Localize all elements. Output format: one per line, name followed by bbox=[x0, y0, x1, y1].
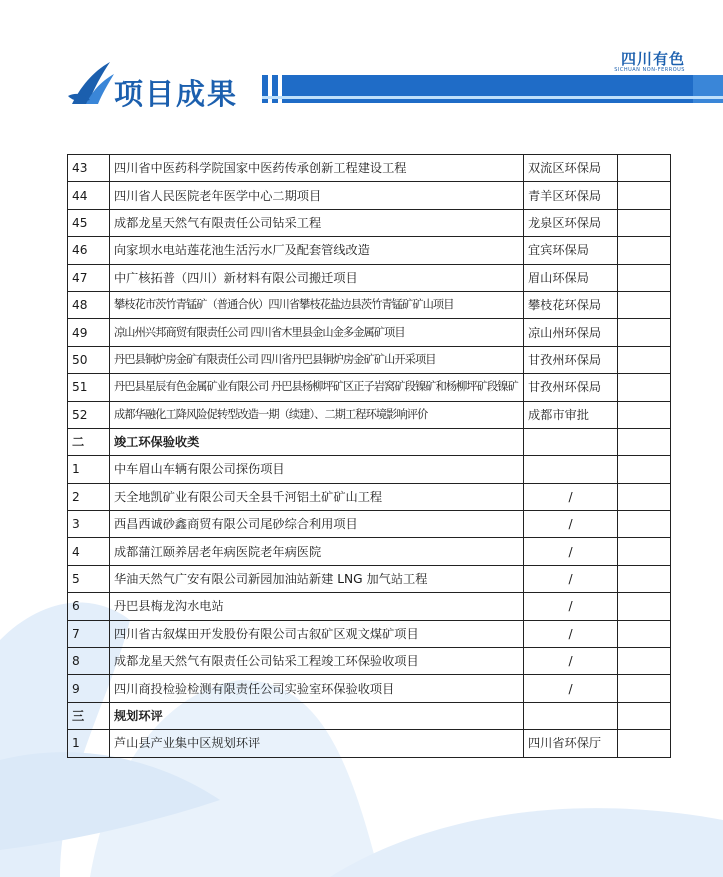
logo-icon bbox=[66, 58, 118, 110]
table-row bbox=[68, 182, 671, 209]
project-name: 竣工环保验收类 bbox=[110, 428, 524, 455]
page-title: 项目成果 bbox=[114, 77, 239, 111]
approval-department: / bbox=[524, 483, 618, 510]
section-row bbox=[68, 702, 671, 729]
row-number: 6 bbox=[68, 593, 110, 620]
extra-cell bbox=[618, 319, 671, 346]
approval-department: 攀枝花环保局 bbox=[524, 291, 618, 318]
approval-department: 成都市审批 bbox=[524, 401, 618, 428]
table-row bbox=[68, 620, 671, 647]
approval-department: 青羊区环保局 bbox=[524, 182, 618, 209]
approval-department: 眉山环保局 bbox=[524, 264, 618, 291]
row-number: 二 bbox=[68, 428, 110, 455]
row-number: 1 bbox=[68, 730, 110, 757]
project-name: 规划环评 bbox=[110, 702, 524, 729]
extra-cell bbox=[618, 730, 671, 757]
project-name: 华油天然气广安有限公司新园加油站新建 LNG 加气站工程 bbox=[110, 565, 524, 592]
approval-department bbox=[524, 456, 618, 483]
project-name: 天全地凯矿业有限公司天全县千河铝土矿矿山工程 bbox=[110, 483, 524, 510]
approval-department: 龙泉区环保局 bbox=[524, 209, 618, 236]
approval-department: 双流区环保局 bbox=[524, 155, 618, 182]
extra-cell bbox=[618, 648, 671, 675]
table-row bbox=[68, 346, 671, 373]
table-row bbox=[68, 565, 671, 592]
project-name: 向家坝水电站莲花池生活污水厂及配套管线改造 bbox=[110, 237, 524, 264]
extra-cell bbox=[618, 456, 671, 483]
approval-department bbox=[524, 428, 618, 455]
row-number: 48 bbox=[68, 291, 110, 318]
table-row bbox=[68, 319, 671, 346]
header-bar bbox=[262, 75, 723, 103]
extra-cell bbox=[618, 511, 671, 538]
table-row bbox=[68, 209, 671, 236]
table-row bbox=[68, 675, 671, 702]
row-number: 4 bbox=[68, 538, 110, 565]
approval-department: / bbox=[524, 620, 618, 647]
extra-cell bbox=[618, 565, 671, 592]
extra-cell bbox=[618, 675, 671, 702]
row-number: 2 bbox=[68, 483, 110, 510]
table-row bbox=[68, 374, 671, 401]
project-name: 丹巴县梅龙沟水电站 bbox=[110, 593, 524, 620]
extra-cell bbox=[618, 155, 671, 182]
table-row bbox=[68, 511, 671, 538]
table-row bbox=[68, 155, 671, 182]
table-row bbox=[68, 730, 671, 757]
table-row bbox=[68, 237, 671, 264]
extra-cell bbox=[618, 182, 671, 209]
table-row bbox=[68, 401, 671, 428]
extra-cell bbox=[618, 374, 671, 401]
project-name: 成都龙星天然气有限责任公司钻采工程竣工环保验收项目 bbox=[110, 648, 524, 675]
approval-department: 甘孜州环保局 bbox=[524, 346, 618, 373]
extra-cell bbox=[618, 264, 671, 291]
row-number: 51 bbox=[68, 374, 110, 401]
project-name: 四川省人民医院老年医学中心二期项目 bbox=[110, 182, 524, 209]
project-name: 成都华融化工降风险促转型改造一期（续建）、二期工程环境影响评价 bbox=[110, 401, 524, 428]
row-number: 1 bbox=[68, 456, 110, 483]
approval-department: 凉山州环保局 bbox=[524, 319, 618, 346]
row-number: 46 bbox=[68, 237, 110, 264]
page-header bbox=[0, 0, 723, 120]
row-number: 9 bbox=[68, 675, 110, 702]
extra-cell bbox=[618, 483, 671, 510]
approval-department: 四川省环保厅 bbox=[524, 730, 618, 757]
table-row bbox=[68, 456, 671, 483]
table-row bbox=[68, 648, 671, 675]
row-number: 8 bbox=[68, 648, 110, 675]
project-name: 芦山县产业集中区规划环评 bbox=[110, 730, 524, 757]
approval-department: / bbox=[524, 675, 618, 702]
extra-cell bbox=[618, 291, 671, 318]
project-name: 四川省中医药科学院国家中医药传承创新工程建设工程 bbox=[110, 155, 524, 182]
extra-cell bbox=[618, 237, 671, 264]
row-number: 47 bbox=[68, 264, 110, 291]
approval-department: / bbox=[524, 648, 618, 675]
row-number: 45 bbox=[68, 209, 110, 236]
extra-cell bbox=[618, 620, 671, 647]
extra-cell bbox=[618, 428, 671, 455]
project-name: 丹巴县铜炉房金矿有限责任公司 四川省丹巴县铜炉房金矿矿山开采项目 bbox=[110, 346, 524, 373]
results-table bbox=[67, 154, 664, 758]
row-number: 3 bbox=[68, 511, 110, 538]
row-number: 5 bbox=[68, 565, 110, 592]
table-row bbox=[68, 538, 671, 565]
table-row bbox=[68, 593, 671, 620]
row-number: 7 bbox=[68, 620, 110, 647]
row-number: 52 bbox=[68, 401, 110, 428]
approval-department bbox=[524, 702, 618, 729]
approval-department: / bbox=[524, 538, 618, 565]
extra-cell bbox=[618, 209, 671, 236]
project-name: 凉山州兴邦商贸有限责任公司 四川省木里县金山金多金属矿项目 bbox=[110, 319, 524, 346]
row-number: 三 bbox=[68, 702, 110, 729]
brand-subtitle: SICHUAN NON-FERROUS bbox=[614, 67, 685, 73]
extra-cell bbox=[618, 702, 671, 729]
table-row bbox=[68, 291, 671, 318]
approval-department: 甘孜州环保局 bbox=[524, 374, 618, 401]
project-name: 攀枝花市茨竹青锰矿（普通合伙）四川省攀枝花盐边县茨竹青锰矿矿山项目 bbox=[110, 291, 524, 318]
approval-department: / bbox=[524, 593, 618, 620]
row-number: 43 bbox=[68, 155, 110, 182]
project-name: 四川省古叙煤田开发股份有限公司古叙矿区观文煤矿项目 bbox=[110, 620, 524, 647]
row-number: 44 bbox=[68, 182, 110, 209]
table-row bbox=[68, 483, 671, 510]
approval-department: / bbox=[524, 565, 618, 592]
row-number: 49 bbox=[68, 319, 110, 346]
project-name: 西昌西诚砂鑫商贸有限公司尾砂综合利用项目 bbox=[110, 511, 524, 538]
extra-cell bbox=[618, 538, 671, 565]
extra-cell bbox=[618, 346, 671, 373]
extra-cell bbox=[618, 593, 671, 620]
section-row bbox=[68, 428, 671, 455]
extra-cell bbox=[618, 401, 671, 428]
project-name: 丹巴县星辰有色金属矿业有限公司 丹巴县杨柳坪矿区正子岩窝矿段镍矿和杨柳坪矿段镍矿 bbox=[110, 374, 524, 401]
project-name: 成都龙星天然气有限责任公司钻采工程 bbox=[110, 209, 524, 236]
table-row bbox=[68, 264, 671, 291]
approval-department: 宜宾环保局 bbox=[524, 237, 618, 264]
brand-name: 四川有色 bbox=[620, 50, 685, 68]
project-name: 四川商投检验检测有限责任公司实验室环保验收项目 bbox=[110, 675, 524, 702]
project-name: 中车眉山车辆有限公司探伤项目 bbox=[110, 456, 524, 483]
project-name: 中广核拓普（四川）新材料有限公司搬迁项目 bbox=[110, 264, 524, 291]
row-number: 50 bbox=[68, 346, 110, 373]
project-name: 成都蒲江颐养居老年病医院老年病医院 bbox=[110, 538, 524, 565]
approval-department: / bbox=[524, 511, 618, 538]
